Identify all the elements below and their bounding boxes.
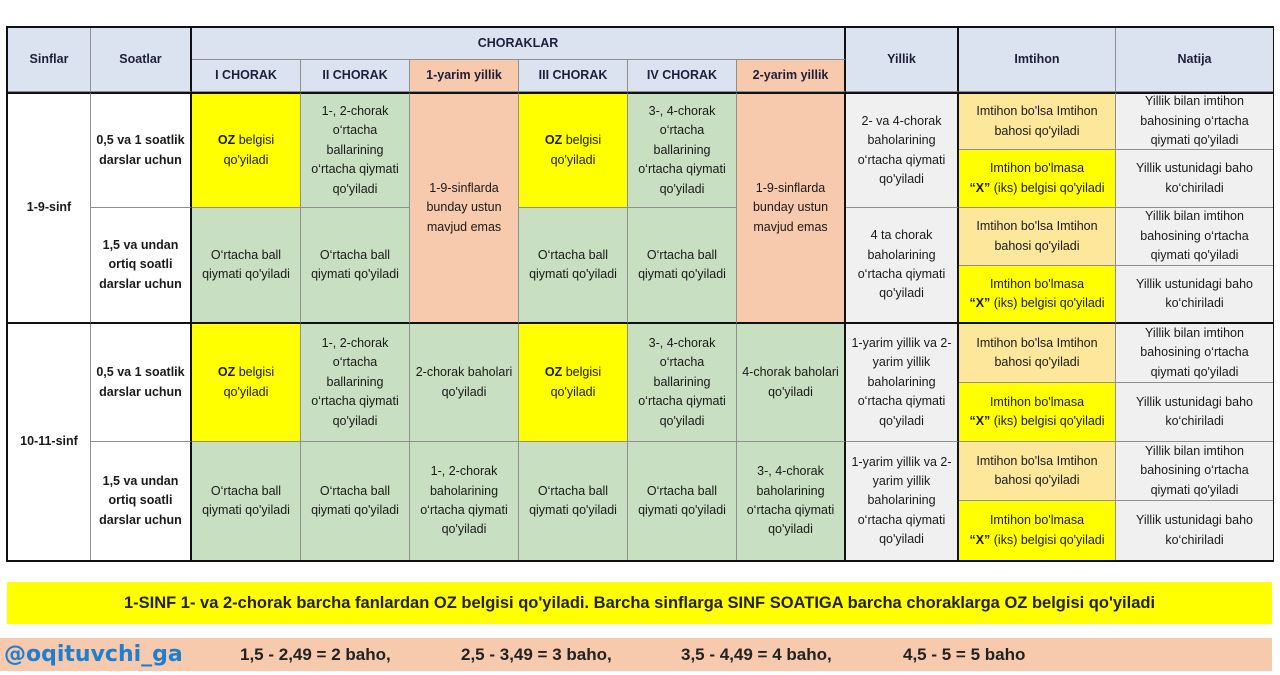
cell-yillik-4ta: 4 ta chorak baholarining o‘rtacha qiymati qo'yiladi — [846, 208, 959, 324]
cell-result-yes-1: Yillik bilan imtihon bahosining o‘rtacha qiymati qo'yiladi — [1116, 92, 1273, 150]
cell-exam-yes-2: Imtihon bo'lsa Imtihon bahosi qo'yiladi — [959, 208, 1116, 266]
cell-q2-avgball-1-9: O‘rtacha ball qiymati qo'yiladi — [301, 208, 410, 324]
header-h1: 1-yarim yillik — [410, 60, 519, 92]
cell-h2-none: 1-9-sinflarda bunday ustun mavjud emas — [737, 92, 846, 324]
header-natija: Natija — [1116, 28, 1273, 92]
cell-result-yes-2: Yillik bilan imtihon bahosining o‘rtacha qiymati qo'yiladi — [1116, 208, 1273, 266]
header-imtihon: Imtihon — [959, 28, 1116, 92]
cell-result-yes-3: Yillik bilan imtihon bahosining o‘rtacha qiymati qo'yiladi — [1116, 324, 1273, 383]
header-yillik: Yillik — [846, 28, 959, 92]
scale-item-2: 1,5 - 2,49 = 2 baho, — [240, 644, 391, 664]
cell-h1-none: 1-9-sinflarda bunday ustun mavjud emas — [410, 92, 519, 324]
grade-scale-bar — [0, 638, 1272, 671]
cell-h1-q2-grades: 2-chorak baholari qo'yiladi — [410, 324, 519, 442]
grading-table — [6, 26, 1274, 562]
cell-result-no-2: Yillik ustunidagi baho ko‘chiriladi — [1116, 266, 1273, 324]
cell-q2-avg-10-11: 1-, 2-chorak o‘rtacha ballarining o‘rtacha qiymati qo'yiladi — [301, 324, 410, 442]
scale-item-5: 4,5 - 5 = 5 baho — [903, 644, 1026, 664]
cell-q4-avg-1-9: 3-, 4-chorak o‘rtacha ballarining o‘rtacha qiymati qo'yiladi — [628, 92, 737, 208]
cell-q4-avg-10-11: 3-, 4-chorak o‘rtacha ballarining o‘rtacha qiymati qo'yiladi — [628, 324, 737, 442]
header-q1: I CHORAK — [192, 60, 301, 92]
cell-q1-oz-10-11: OZ belgisi qo'yiladi — [192, 324, 301, 442]
header-q4: IV CHORAK — [628, 60, 737, 92]
cell-exam-no-4: Imtihon bo'lmasa “X” (iks) belgisi qo'yiladi — [959, 501, 1116, 560]
cell-q1-oz-1-9: OZ belgisi qo'yiladi — [192, 92, 301, 208]
header-q3: III CHORAK — [519, 60, 628, 92]
cell-q3-avgball-10-11: O‘rtacha ball qiymati qo'yiladi — [519, 442, 628, 560]
grade-10-11: 10-11-sinf — [8, 324, 91, 560]
cell-yillik-half-1: 1-yarim yillik va 2-yarim yillik baholarining o‘rtacha qiymati qo'yiladi — [846, 324, 959, 442]
cell-q3-avgball-1-9: O‘rtacha ball qiymati qo'yiladi — [519, 208, 628, 324]
cell-result-no-1: Yillik ustunidagi baho ko‘chiriladi — [1116, 150, 1273, 208]
cell-q1-avgball-1-9: O‘rtacha ball qiymati qo'yiladi — [192, 208, 301, 324]
cell-exam-no-1: Imtihon bo'lmasa “X” (iks) belgisi qo'yiladi — [959, 150, 1116, 208]
cell-q2-avgball-10-11: O‘rtacha ball qiymati qo'yiladi — [301, 442, 410, 560]
hours-short-10-11: 0,5 va 1 soatlik darslar uchun — [91, 324, 192, 442]
cell-h2-q4-grades: 4-chorak baholari qo'yiladi — [737, 324, 846, 442]
cell-q3-oz-10-11: OZ belgisi qo'yiladi — [519, 324, 628, 442]
grade-1-9: 1-9-sinf — [8, 92, 91, 324]
header-choraklar: CHORAKLAR — [192, 28, 846, 60]
scale-item-4: 3,5 - 4,49 = 4 baho, — [681, 644, 832, 664]
header-soatlar: Soatlar — [91, 28, 192, 92]
cell-q3-oz-1-9: OZ belgisi qo'yiladi — [519, 92, 628, 208]
hours-long-1-9: 1,5 va undan ortiq soatli darslar uchun — [91, 208, 192, 324]
cell-exam-no-2: Imtihon bo'lmasa “X” (iks) belgisi qo'yiladi — [959, 266, 1116, 324]
cell-q4-avgball-10-11: O‘rtacha ball qiymati qo'yiladi — [628, 442, 737, 560]
cell-exam-yes-3: Imtihon bo'lsa Imtihon bahosi qo'yiladi — [959, 324, 1116, 383]
header-h2: 2-yarim yillik — [737, 60, 846, 92]
cell-result-no-3: Yillik ustunidagi baho ko‘chiriladi — [1116, 383, 1273, 442]
note-banner: 1-SINF 1- va 2-chorak barcha fanlardan OZ belgisi qo'yiladi. Barcha sinflarga SINF SOATIGA barcha choraklarga OZ belgisi qo'yiladi — [7, 582, 1272, 624]
hours-short-1-9: 0,5 va 1 soatlik darslar uchun — [91, 92, 192, 208]
scale-item-3: 2,5 - 3,49 = 3 baho, — [461, 644, 612, 664]
cell-result-no-4: Yillik ustunidagi baho ko‘chiriladi — [1116, 501, 1273, 560]
hours-long-10-11: 1,5 va undan ortiq soatli darslar uchun — [91, 442, 192, 560]
cell-yillik-half-2: 1-yarim yillik va 2-yarim yillik baholarining o‘rtacha qiymati qo'yiladi — [846, 442, 959, 560]
cell-q2-avg-1-9: 1-, 2-chorak o‘rtacha ballarining o‘rtacha qiymati qo'yiladi — [301, 92, 410, 208]
cell-exam-yes-1: Imtihon bo'lsa Imtihon bahosi qo'yiladi — [959, 92, 1116, 150]
cell-h1-q12-avg: 1-, 2-chorak baholarining o‘rtacha qiymati qo'yiladi — [410, 442, 519, 560]
cell-result-yes-4: Yillik bilan imtihon bahosining o‘rtacha qiymati qo'yiladi — [1116, 442, 1273, 501]
cell-yillik-24: 2- va 4-chorak baholarining o‘rtacha qiymati qo'yiladi — [846, 92, 959, 208]
header-sinflar: Sinflar — [8, 28, 91, 92]
channel-handle: @oqituvchi_ga — [4, 642, 183, 667]
cell-exam-yes-4: Imtihon bo'lsa Imtihon bahosi qo'yiladi — [959, 442, 1116, 501]
cell-q4-avgball-1-9: O‘rtacha ball qiymati qo'yiladi — [628, 208, 737, 324]
cell-q1-avgball-10-11: O‘rtacha ball qiymati qo'yiladi — [192, 442, 301, 560]
header-q2: II CHORAK — [301, 60, 410, 92]
cell-h2-q34-avg: 3-, 4-chorak baholarining o‘rtacha qiymati qo'yiladi — [737, 442, 846, 560]
cell-exam-no-3: Imtihon bo'lmasa “X” (iks) belgisi qo'yiladi — [959, 383, 1116, 442]
